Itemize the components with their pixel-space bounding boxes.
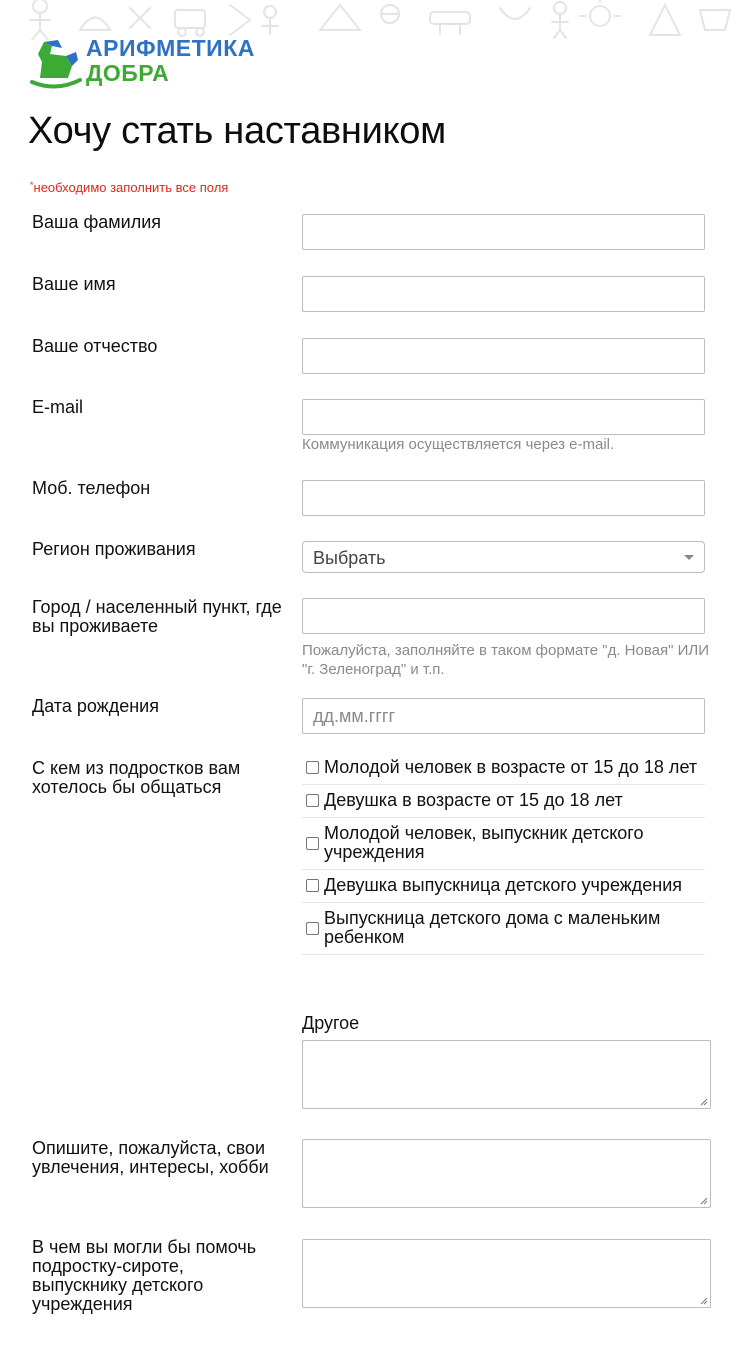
- teen-preference-label: С кем из подростков вам хотелось бы общаться: [32, 758, 241, 797]
- checkbox[interactable]: [306, 761, 319, 774]
- teen-option-young-man-15-18[interactable]: [302, 752, 705, 785]
- phone-label: Моб. телефон: [32, 478, 151, 498]
- checkbox[interactable]: [306, 922, 319, 935]
- first-name-input[interactable]: [302, 276, 705, 312]
- checkbox[interactable]: [306, 879, 319, 892]
- chevron-down-icon: [684, 555, 694, 560]
- page-title: Хочу стать наставником: [28, 110, 446, 152]
- email-input[interactable]: [302, 399, 705, 435]
- resize-grip-icon[interactable]: [698, 1096, 708, 1106]
- header-doodles: [0, 0, 740, 40]
- required-note: [30, 180, 228, 195]
- region-select[interactable]: [302, 541, 705, 573]
- help-label: В чем вы могли бы помочь подростку-сироте, выпускнику детского учреждения: [32, 1237, 257, 1314]
- hobbies-label: Опишите, пожалуйста, свои увлечения, интересы, хобби: [32, 1138, 269, 1177]
- other-label: Другое: [302, 1013, 360, 1033]
- brand-name: [86, 36, 255, 86]
- teen-option-graduate-with-child[interactable]: [302, 903, 705, 955]
- resize-grip-icon[interactable]: [698, 1295, 708, 1305]
- brand-line-2: ДОБРА: [86, 60, 170, 86]
- brand-line-1: АРИФМЕТИКА: [86, 35, 255, 61]
- help-textarea[interactable]: [302, 1239, 711, 1308]
- teen-option-girl-graduate[interactable]: [302, 870, 705, 903]
- hobbies-textarea[interactable]: [302, 1139, 711, 1208]
- last-name-input[interactable]: [302, 214, 705, 250]
- other-textarea[interactable]: [302, 1040, 711, 1109]
- region-label: Регион проживания: [32, 539, 196, 559]
- checkbox[interactable]: [306, 794, 319, 807]
- required-note-text: необходимо заполнить все поля: [33, 180, 229, 195]
- last-name-label: Ваша фамилия: [32, 212, 162, 232]
- phone-input[interactable]: [302, 480, 705, 516]
- option-label: Молодой человек в возрасте от 15 до 18 лет: [324, 757, 698, 777]
- teen-option-girl-15-18[interactable]: [302, 785, 705, 818]
- email-label: E-mail: [32, 397, 84, 417]
- patronymic-label: Ваше отчество: [32, 336, 158, 356]
- city-label: Город / населенный пункт, где вы проживаете: [32, 597, 282, 636]
- required-star: *: [30, 180, 34, 190]
- email-hint: Коммуникация осуществляется через e-mail.: [302, 436, 615, 453]
- rocking-horse-icon: [28, 36, 84, 90]
- patronymic-input[interactable]: [302, 338, 705, 374]
- teen-option-young-man-graduate[interactable]: [302, 818, 705, 870]
- option-label: Выпускница детского дома с маленьким ребенком: [324, 908, 661, 947]
- teen-preference-options: [302, 752, 705, 955]
- city-hint: Пожалуйста, заполняйте в таком формате "д. Новая" ИЛИ "г. Зеленоград" и т.п.: [302, 642, 709, 678]
- city-input[interactable]: [302, 598, 705, 634]
- option-label: Молодой человек, выпускник детского учреждения: [324, 823, 644, 862]
- checkbox[interactable]: [306, 837, 319, 850]
- option-label: Девушка выпускница детского учреждения: [324, 875, 683, 895]
- option-label: Девушка в возрасте от 15 до 18 лет: [324, 790, 623, 810]
- birth-date-input[interactable]: [302, 698, 705, 734]
- brand-logo[interactable]: [28, 36, 268, 90]
- first-name-label: Ваше имя: [32, 274, 116, 294]
- birth-date-label: Дата рождения: [32, 696, 159, 716]
- resize-grip-icon[interactable]: [698, 1195, 708, 1205]
- region-selected-value: Выбрать: [313, 548, 386, 568]
